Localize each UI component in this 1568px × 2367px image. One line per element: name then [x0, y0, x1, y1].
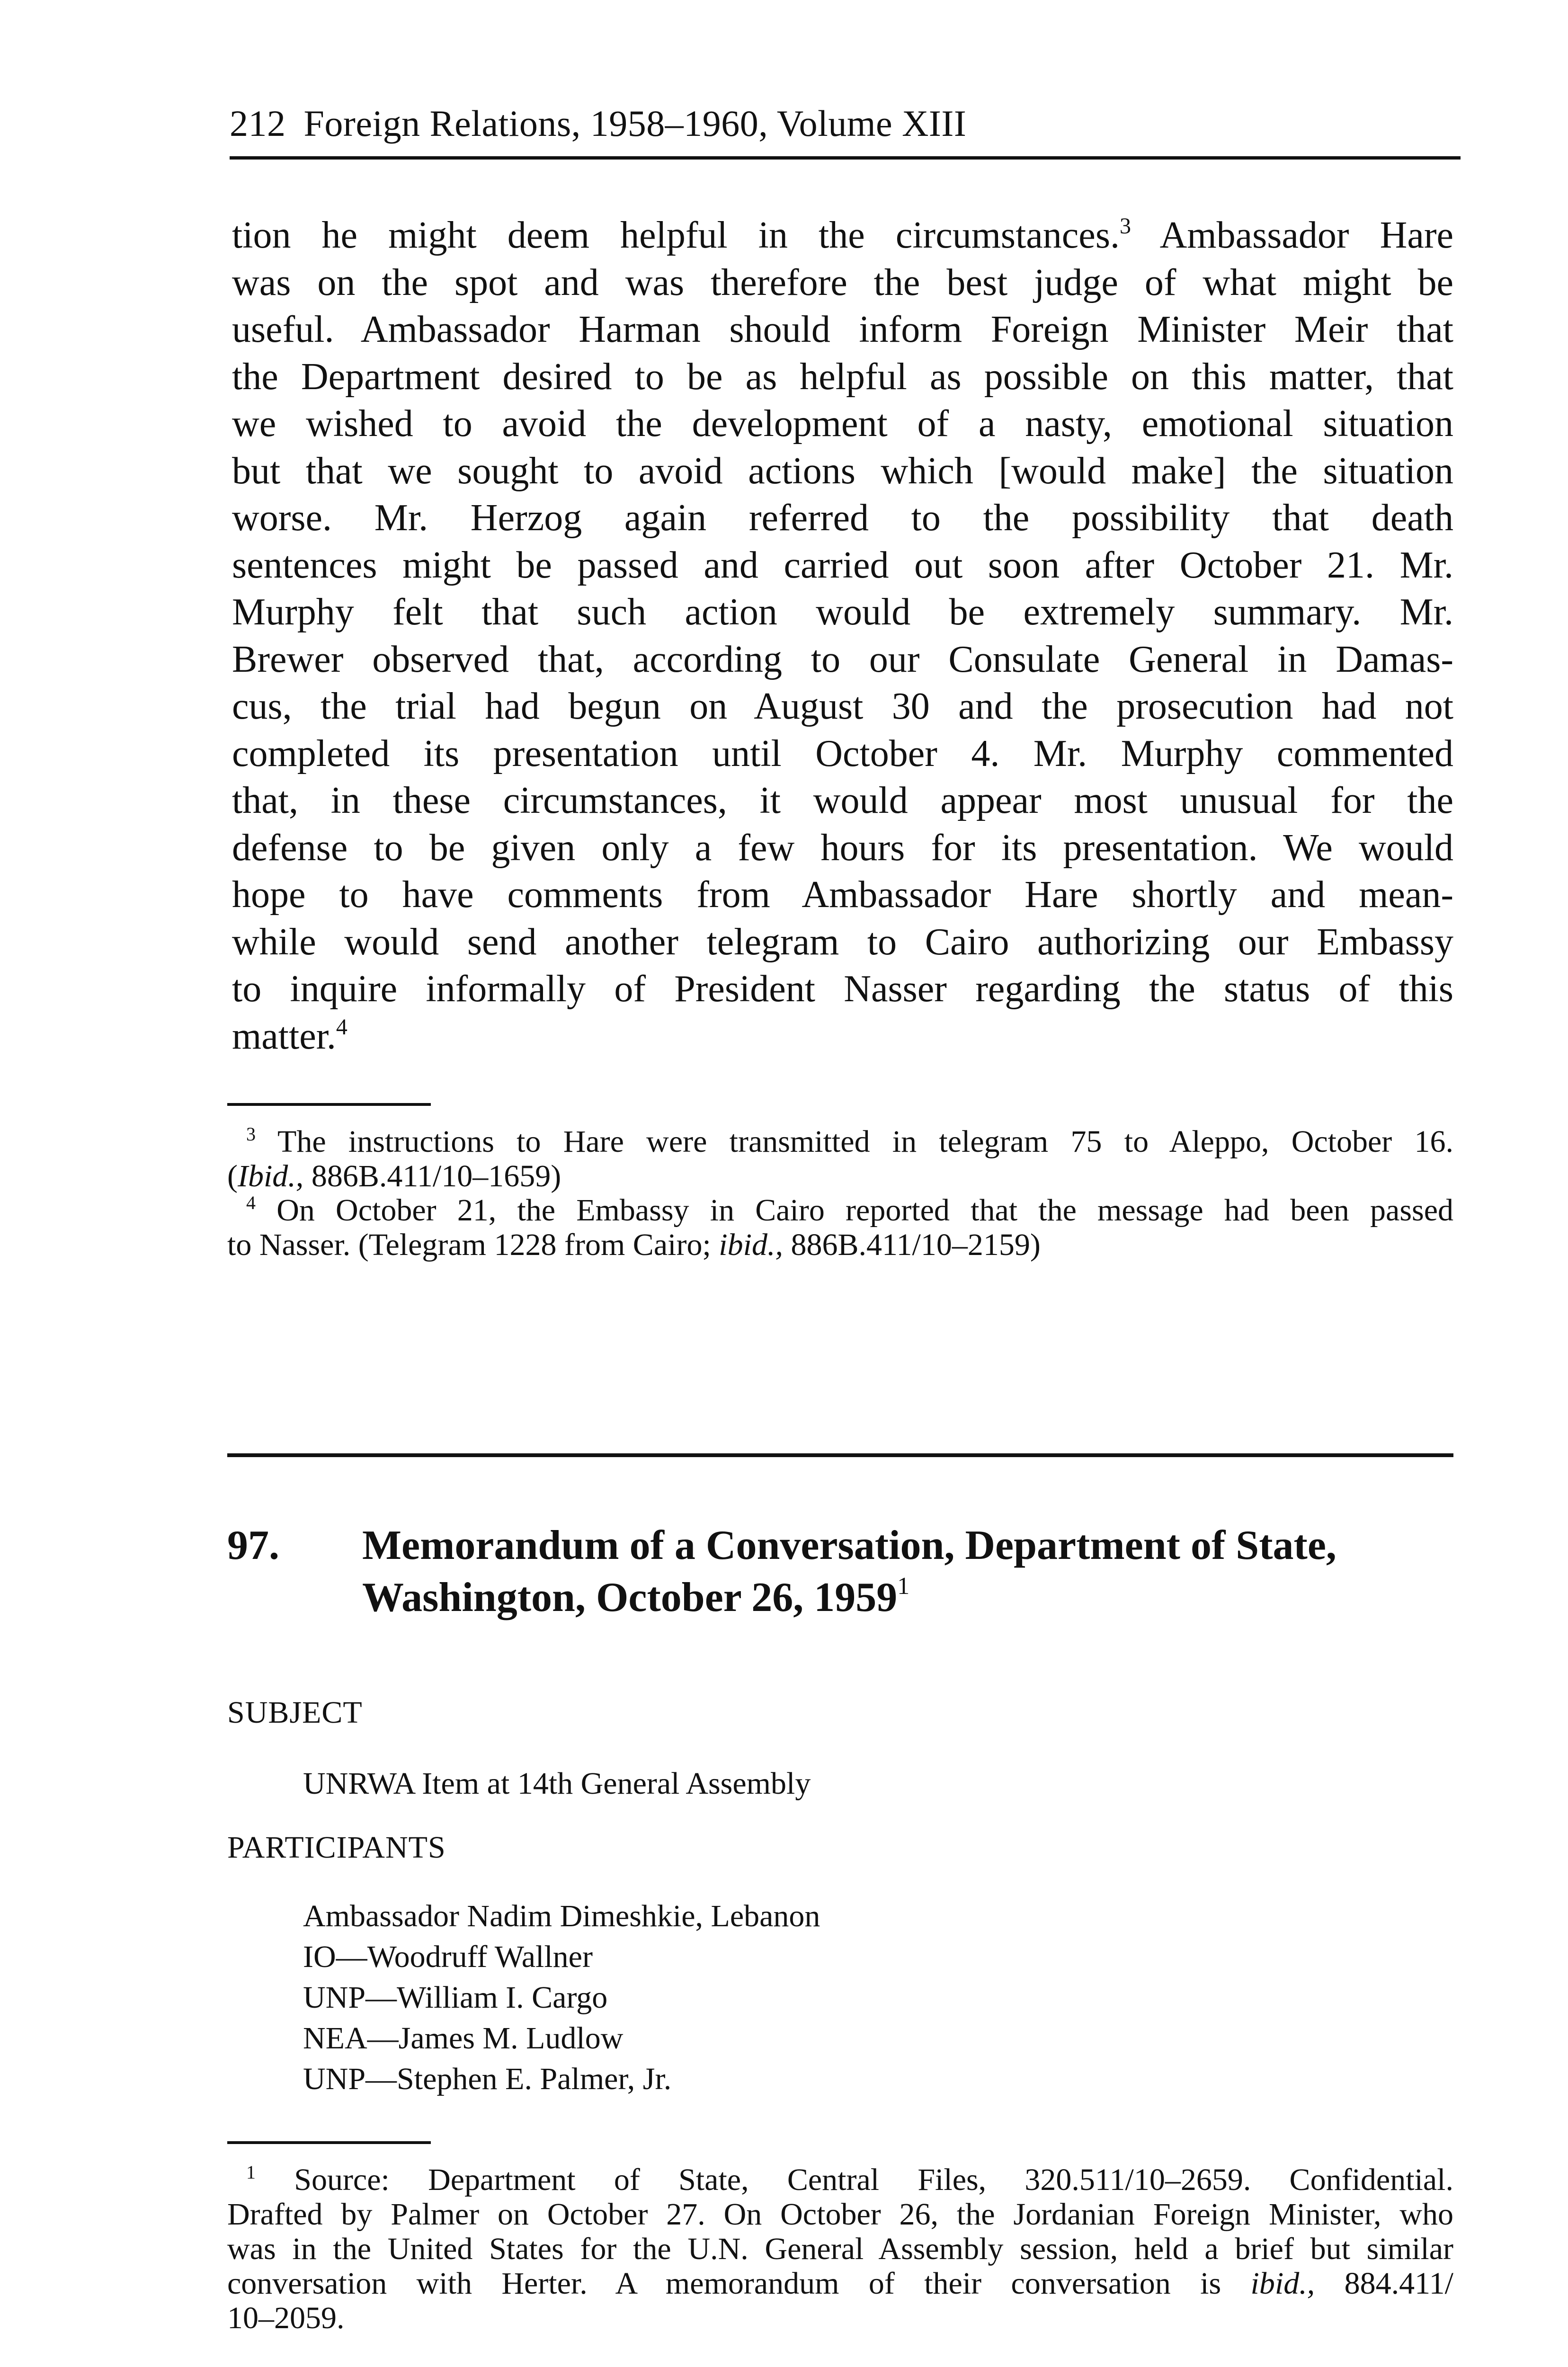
footnote-ref-1: 1 — [897, 1573, 910, 1600]
body-line: while would send another telegram to Cairo authorizing our Embassy — [232, 921, 1453, 963]
document-title — [362, 1520, 1451, 1624]
body-line: matter.$^4$ — [232, 1014, 347, 1057]
document-title-line-2: Washington, October 26, 1959$^1$ — [362, 1573, 910, 1620]
footnote-1 — [227, 2162, 1453, 2335]
footnote-3 — [227, 1124, 1453, 1193]
footnote-marker: 4 — [246, 1193, 256, 1213]
body-line: the Department desired to be as helpful as possible on this matter, that — [232, 356, 1453, 398]
participant-item: NEA—James M. Ludlow — [303, 2021, 624, 2056]
body-line: that, in these circumstances, it would appear most unusual for the — [232, 780, 1453, 821]
body-line: hope to have comments from Ambassador Hare shortly and mean- — [232, 874, 1453, 916]
document-title-line-1: Memorandum of a Conversation, Department of State, — [362, 1522, 1336, 1568]
section-divider — [227, 1453, 1453, 1457]
document-number: 97. — [227, 1522, 279, 1568]
body-line: sentences might be passed and carried out soon after October 21. Mr. — [232, 544, 1453, 586]
page-number: 212 — [230, 103, 286, 144]
footnote-ref-4: 4 — [336, 1014, 347, 1040]
body-line: defense to be given only a few hours for its presentation. We would — [232, 827, 1453, 869]
participant-item: Ambassador Nadim Dimeshkie, Lebanon — [303, 1899, 820, 1933]
body-line: completed its presentation until October 4. Mr. Murphy commented — [232, 732, 1453, 774]
participants-list — [303, 1896, 820, 2100]
participant-item: UNP—Stephen E. Palmer, Jr. — [303, 2062, 672, 2096]
body-line: Brewer observed that, according to our Consulate General in Damas- — [232, 638, 1453, 680]
body-paragraph — [232, 212, 1453, 1060]
body-line: Murphy felt that such action would be extremely summary. Mr. — [232, 591, 1453, 633]
footnote-rule — [227, 1103, 431, 1106]
body-line: worse. Mr. Herzog again referred to the possibility that death — [232, 497, 1453, 539]
footnote-line: to Nasser. (Telegram 1228 from Cairo; ibid., 886B.411/10–2159) — [227, 1228, 1041, 1262]
body-line: to inquire informally of President Nasser regarding the status of this — [232, 968, 1453, 1010]
participants-label: PARTICIPANTS — [227, 1830, 446, 1865]
subject-value: UNRWA Item at 14th General Assembly — [303, 1766, 811, 1801]
footnote-line: $^1$ Source: Department of State, Central Files, 320.511/10–2659. Confidential. — [246, 2162, 1453, 2197]
header-rule — [230, 156, 1461, 160]
body-line: but that we sought to avoid actions which [would make] the situation — [232, 450, 1453, 492]
footnote-line: was in the United States for the U.N. General Assembly session, held a brief but similar — [227, 2232, 1453, 2266]
body-line: useful. Ambassador Harman should inform Foreign Minister Meir that — [232, 309, 1453, 350]
body-line: tion he might deem helpful in the circumstances.$^3$ Ambassador Hare — [232, 214, 1453, 256]
footnote-line: $^4$ On October 21, the Embassy in Cairo reported that the message had been passed — [246, 1193, 1453, 1228]
body-line: we wished to avoid the development of a nasty, emotional situation — [232, 403, 1453, 445]
running-head-title: Foreign Relations, 1958–1960, Volume XIII — [303, 103, 967, 144]
footnote-line: (Ibid., 886B.411/10–1659) — [227, 1159, 561, 1193]
footnote-4 — [227, 1193, 1453, 1262]
participant-item: UNP—William I. Cargo — [303, 1980, 608, 2015]
footnote-rule — [227, 2141, 431, 2144]
footnote-line: $^3$ The instructions to Hare were transmitted in telegram 75 to Aleppo, October 16. — [246, 1124, 1453, 1159]
body-line: cus, the trial had begun on August 30 and the prosecution had not — [232, 685, 1453, 727]
footnote-line: 10–2059. — [227, 2301, 345, 2335]
footnote-line: conversation with Herter. A memorandum of their conversation is ibid., 884.411/ — [227, 2266, 1453, 2301]
subject-label: SUBJECT — [227, 1695, 363, 1730]
footnote-ref-3: 3 — [1119, 214, 1131, 239]
footnote-marker: 1 — [246, 2162, 256, 2183]
participant-item: IO—Woodruff Wallner — [303, 1940, 593, 1974]
footnote-marker: 3 — [246, 1124, 256, 1145]
running-head — [230, 105, 1461, 142]
footnote-line: Drafted by Palmer on October 27. On October 26, the Jordanian Foreign Minister, who — [227, 2197, 1453, 2232]
body-line: was on the spot and was therefore the best judge of what might be — [232, 261, 1453, 303]
